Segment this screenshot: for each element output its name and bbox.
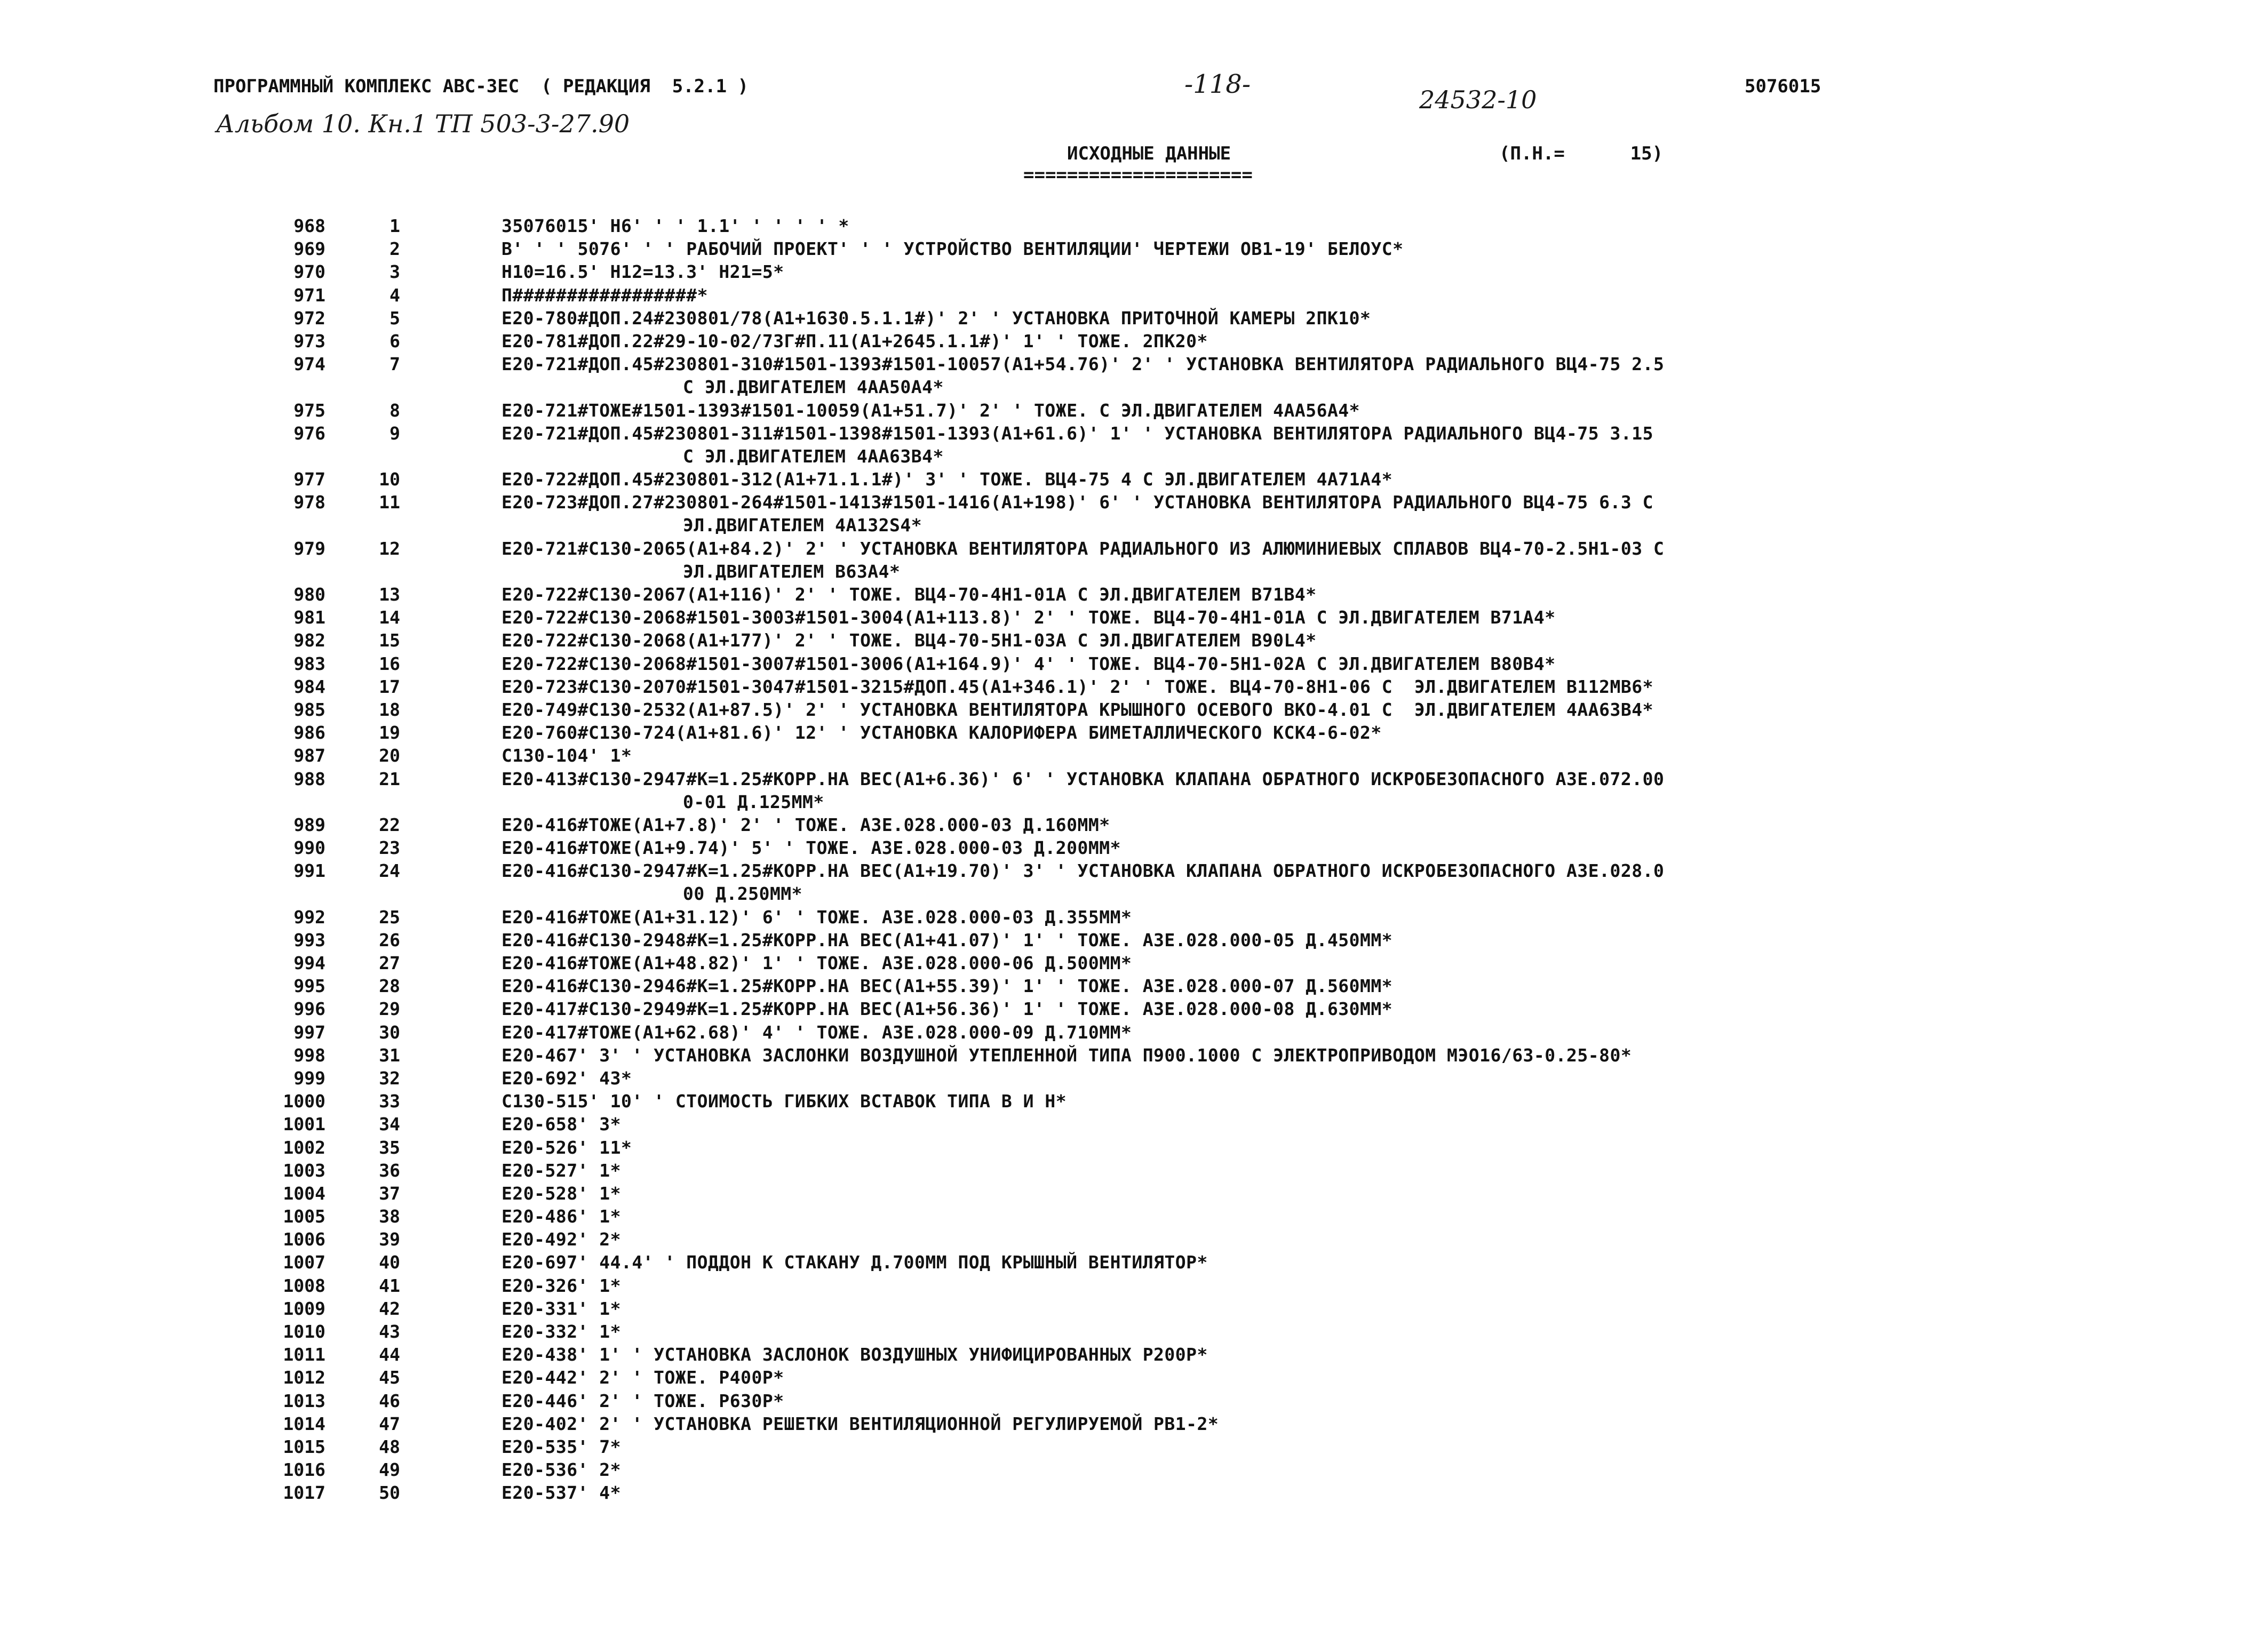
listing-row [0,583,2268,606]
record-text-continuation: 00 Д.250ММ* [683,883,803,905]
record-text: Е20-721#С130-2065(А1+84.2)' 2' ' УСТАНОВКА ВЕНТИЛЯТОРА РАДИАЛЬНОГО ИЗ АЛЮМИНИЕВЫХ СПЛАВОВ ВЦ4-70-2.5Н1-03 С [502,538,1665,559]
record-text: Н10=16.5' Н12=13.3' Н21=5* [502,261,784,283]
line-number: 975 [293,399,325,421]
record-text: Е20-721#ДОП.45#230801-311#1501-1398#1501-1393(А1+61.6)' 1' ' УСТАНОВКА ВЕНТИЛЯТОРА РАДИАЛЬНОГО ВЦ4-75 3.15 [502,422,1653,444]
listing-row [0,952,2268,974]
record-number: 46 [379,1390,400,1411]
listing-row-continuation [0,375,2268,398]
listing-row [0,1320,2268,1343]
record-text: Е20-402' 2' ' УСТАНОВКА РЕШЕТКИ ВЕНТИЛЯЦИОННОЙ РЕГУЛИРУЕМОЙ РВ1-2* [502,1413,1219,1434]
line-number: 989 [293,814,325,835]
line-number: 972 [293,307,325,329]
record-text: Е20-416#ТОЖЕ(А1+31.12)' 6' ' ТОЖЕ. АЗЕ.028.000-03 Д.355ММ* [502,906,1132,928]
line-number: 1006 [283,1229,325,1250]
listing-row [0,1159,2268,1182]
record-text: Е20-416#С130-2948#К=1.25#КОРР.НА ВЕС(А1+41.07)' 1' ' ТОЖЕ. АЗЕ.028.000-05 Д.450ММ* [502,929,1393,950]
record-text: Е20-722#С130-2068#1501-3003#1501-3004(А1+113.8)' 2' ' ТОЖЕ. ВЦ4-70-4Н1-01А С ЭЛ.ДВИГАТЕЛЕМ В71А4* [502,607,1556,628]
record-text: Е20-446' 2' ' ТОЖЕ. Р630Р* [502,1390,784,1411]
record-text: Е20-416#С130-2946#К=1.25#КОРР.НА ВЕС(А1+55.39)' 1' ' ТОЖЕ. АЗЕ.028.000-07 Д.560ММ* [502,976,1393,997]
record-number: 43 [379,1321,400,1342]
listing-row [0,813,2268,836]
line-number: 1012 [283,1367,325,1388]
line-number: 980 [293,584,325,605]
record-number: 23 [379,837,400,859]
record-number: 41 [379,1275,400,1296]
record-text: Е20-535' 7* [502,1436,622,1457]
line-number: 998 [293,1044,325,1066]
record-text: Е20-780#ДОП.24#230801/78(А1+1630.5.1.1#)' 2' ' УСТАНОВКА ПРИТОЧНОЙ КАМЕРЫ 2ПК10* [502,307,1371,329]
line-number: 990 [293,837,325,859]
listing-row [0,675,2268,698]
record-number: 48 [379,1436,400,1457]
record-text: Е20-723#ДОП.27#230801-264#1501-1413#1501-1416(А1+198)' 6' ' УСТАНОВКА ВЕНТИЛЯТОРА РАДИАЛЬНОГО ВЦ4-75 6.3 С [502,492,1653,513]
record-text: С130-515' 10' ' СТОИМОСТЬ ГИБКИХ ВСТАВОК ТИПА В И Н* [502,1091,1067,1112]
listing-row [0,491,2268,514]
record-text: Е20-692' 43* [502,1067,632,1089]
listing-row [0,1481,2268,1504]
record-text: Е20-749#С130-2532(А1+87.5)' 2' ' УСТАНОВКА ВЕНТИЛЯТОРА КРЫШНОГО ОСЕВОГО ВКО-4.01 С ЭЛ.ДВИГАТЕЛЕМ 4АА63В4* [502,699,1653,720]
line-number: 1007 [283,1252,325,1273]
listing-row [0,1343,2268,1366]
record-number: 30 [379,1021,400,1043]
record-number: 19 [379,722,400,744]
line-number: 1003 [283,1160,325,1181]
line-number: 976 [293,422,325,444]
record-number: 39 [379,1229,400,1250]
listing-row [0,237,2268,260]
listing-row [0,1090,2268,1113]
listing-row [0,836,2268,859]
listing-row [0,1435,2268,1458]
line-number: 986 [293,722,325,744]
listing-row [0,1297,2268,1320]
record-number: 20 [379,745,400,766]
listing-row [0,929,2268,952]
listing-row [0,1067,2268,1090]
record-number: 10 [379,469,400,490]
record-number: 33 [379,1091,400,1112]
title-underline: ===================== [1023,164,1253,186]
listing-row-continuation [0,560,2268,583]
record-number: 2 [389,238,400,260]
listing-row [0,1228,2268,1251]
record-text: Е20-527' 1* [502,1160,622,1181]
record-number: 8 [389,399,400,421]
record-text: Е20-416#С130-2947#К=1.25#КОРР.НА ВЕС(А1+19.70)' 3' ' УСТАНОВКА КЛАПАНА ОБРАТНОГО ИСКРОБЕЗОПАСНОГО АЗЕ.028.0 [502,860,1665,882]
line-number: 977 [293,469,325,490]
listing-row [0,1113,2268,1136]
listing-row [0,974,2268,997]
record-text: 35076015' Н6' ' ' 1.1' ' ' ' ' * [502,215,849,236]
record-text: Е20-442' 2' ' ТОЖЕ. Р400Р* [502,1367,784,1388]
listing-row-continuation [0,790,2268,813]
record-text: Е20-722#С130-2068#1501-3007#1501-3006(А1+164.9)' 4' ' ТОЖЕ. ВЦ4-70-5Н1-02А С ЭЛ.ДВИГАТЕЛЕМ В80В4* [502,653,1556,674]
line-number: 992 [293,906,325,928]
record-text: Е20-416#ТОЖЕ(А1+9.74)' 5' ' ТОЖЕ. АЗЕ.028.000-03 Д.200ММ* [502,837,1121,859]
record-text-continuation: С ЭЛ.ДВИГАТЕЛЕМ 4АА50А4* [683,377,944,398]
record-number: 21 [379,768,400,789]
record-text: Е20-326' 1* [502,1275,622,1296]
record-number: 45 [379,1367,400,1388]
record-number: 24 [379,860,400,882]
line-number: 1002 [283,1137,325,1158]
line-number: 994 [293,953,325,973]
line-number: 974 [293,354,325,375]
record-text: Е20-528' 1* [502,1182,622,1204]
line-number: 970 [293,261,325,283]
record-text: Е20-526' 11* [502,1137,632,1158]
line-number: 999 [293,1067,325,1089]
line-number: 1011 [283,1344,325,1365]
listing-row [0,330,2268,353]
record-number: 28 [379,976,400,997]
listing-row [0,307,2268,330]
page-number-field: (П.Н.= 15) [1499,143,1664,164]
record-text-continuation: 0-01 Д.125ММ* [683,791,824,812]
record-number: 31 [379,1044,400,1066]
listing-row [0,652,2268,675]
line-number: 981 [293,607,325,628]
listing-row [0,284,2268,307]
line-number: 979 [293,538,325,559]
record-number: 36 [379,1160,400,1181]
line-number: 971 [293,284,325,306]
listing-row [0,744,2268,767]
record-text: С130-104' 1* [502,745,632,766]
listing-row [0,859,2268,882]
listing-row [0,768,2268,790]
record-text: Е20-413#С130-2947#К=1.25#КОРР.НА ВЕС(А1+6.36)' 6' ' УСТАНОВКА КЛАПАНА ОБРАТНОГО ИСКРОБЕЗОПАСНОГО АЗЕ.072.00 [502,768,1665,789]
record-number: 32 [379,1067,400,1089]
record-text: Е20-331' 1* [502,1298,622,1319]
record-number: 7 [389,354,400,375]
record-number: 15 [379,630,400,651]
line-number: 1015 [283,1436,325,1457]
line-number: 987 [293,745,325,766]
record-text: Е20-438' 1' ' УСТАНОВКА ЗАСЛОНОК ВОЗДУШНЫХ УНИФИЦИРОВАННЫХ Р200Р* [502,1344,1208,1365]
page-title: ИСХОДНЫЕ ДАННЫЕ [1067,143,1231,164]
record-number: 26 [379,929,400,950]
listing-row [0,1182,2268,1205]
listing-row [0,721,2268,744]
listing-row [0,997,2268,1020]
record-number: 3 [389,261,400,283]
listing-row [0,1044,2268,1067]
line-number: 982 [293,630,325,651]
listing-row [0,629,2268,652]
record-number: 40 [379,1252,400,1273]
record-number: 42 [379,1298,400,1319]
listing-row [0,1366,2268,1389]
listing-row [0,1205,2268,1228]
listing-row [0,1136,2268,1159]
record-text: П#################* [502,284,708,306]
line-number: 1001 [283,1114,325,1135]
record-text: Е20-760#С130-724(А1+81.6)' 12' ' УСТАНОВКА КАЛОРИФЕРА БИМЕТАЛЛИЧЕСКОГО КСК4-6-02* [502,722,1382,744]
line-number: 996 [293,998,325,1020]
line-number: 1017 [283,1482,325,1504]
line-number: 1013 [283,1390,325,1411]
record-number: 50 [379,1482,400,1504]
record-text: Е20-723#С130-2070#1501-3047#1501-3215#ДОП.45(А1+346.1)' 2' ' ТОЖЕ. ВЦ4-70-8Н1-06 С ЭЛ.ДВИГАТЕЛЕМ В112МВ6* [502,676,1653,697]
record-text: Е20-722#С130-2068(А1+177)' 2' ' ТОЖЕ. ВЦ4-70-5Н1-03А С ЭЛ.ДВИГАТЕЛЕМ В90L4* [502,630,1317,651]
record-text: Е20-721#ДОП.45#230801-310#1501-1393#1501-10057(А1+54.76)' 2' ' УСТАНОВКА ВЕНТИЛЯТОРА РАДИАЛЬНОГО ВЦ4-75 2.5 [502,354,1665,375]
listing-row [0,214,2268,237]
listing-row [0,1274,2268,1297]
listing-row-continuation [0,882,2268,905]
line-number: 988 [293,768,325,789]
record-text: Е20-417#ТОЖЕ(А1+62.68)' 4' ' ТОЖЕ. АЗЕ.028.000-09 Д.710ММ* [502,1021,1132,1043]
record-number: 11 [379,492,400,513]
record-number: 49 [379,1459,400,1481]
record-number: 14 [379,607,400,628]
record-text: Е20-417#С130-2949#К=1.25#КОРР.НА ВЕС(А1+56.36)' 1' ' ТОЖЕ. АЗЕ.028.000-08 Д.630ММ* [502,998,1393,1020]
record-text-continuation: ЭЛ.ДВИГАТЕЛЕМ 4А132S4* [683,515,922,536]
record-number: 4 [389,284,400,306]
line-number: 978 [293,492,325,513]
record-text: Е20-781#ДОП.22#29-10-02/73Г#П.11(А1+2645.1.1#)' 1' ' ТОЖЕ. 2ПК20* [502,330,1208,351]
line-number: 1010 [283,1321,325,1342]
line-number: 1000 [283,1091,325,1112]
record-text: Е20-697' 44.4' ' ПОДДОН К СТАКАНУ Д.700ММ ПОД КРЫШНЫЙ ВЕНТИЛЯТОР* [502,1252,1208,1273]
line-number: 995 [293,976,325,997]
line-number: 997 [293,1021,325,1043]
record-text: Е20-416#ТОЖЕ(А1+7.8)' 2' ' ТОЖЕ. АЗЕ.028.000-03 Д.160ММ* [502,814,1110,835]
listing-row-continuation [0,445,2268,468]
record-text: Е20-332' 1* [502,1321,622,1342]
record-text: Е20-658' 3* [502,1114,622,1135]
record-number: 17 [379,676,400,697]
record-text: Е20-536' 2* [502,1459,622,1481]
record-number: 35 [379,1137,400,1158]
line-number: 969 [293,238,325,260]
data-listing [0,214,2268,1505]
listing-row [0,260,2268,283]
line-number: 993 [293,929,325,950]
listing-row [0,906,2268,929]
line-number: 1016 [283,1459,325,1481]
record-text: Е20-486' 1* [502,1206,622,1227]
line-number: 1005 [283,1206,325,1227]
record-number: 29 [379,998,400,1020]
record-number: 25 [379,906,400,928]
listing-row [0,353,2268,375]
record-number: 9 [389,422,400,444]
line-number: 1008 [283,1275,325,1296]
listing-row [0,698,2268,721]
line-number: 968 [293,215,325,236]
record-number: 1 [389,215,400,236]
listing-row [0,606,2268,629]
listing-row [0,1412,2268,1435]
record-number: 6 [389,330,400,351]
record-number: 27 [379,953,400,973]
record-number: 34 [379,1114,400,1135]
record-text-continuation: С ЭЛ.ДВИГАТЕЛЕМ 4АА63В4* [683,445,944,467]
record-text: Е20-467' 3' ' УСТАНОВКА ЗАСЛОНКИ ВОЗДУШНОЙ УТЕПЛЕННОЙ ТИПА П900.1000 С ЭЛЕКТРОПРИВОДОМ МЭО16/63-0.25-80* [502,1044,1632,1066]
line-number: 983 [293,653,325,674]
page-mark: -118- [1184,69,1251,99]
line-number: 1014 [283,1413,325,1434]
line-number: 1009 [283,1298,325,1319]
record-number: 44 [379,1344,400,1365]
listing-row [0,1389,2268,1412]
record-number: 18 [379,699,400,720]
line-number: 991 [293,860,325,882]
program-header: ПРОГРАММНЫЙ КОМПЛЕКС АВС-3ЕС ( РЕДАКЦИЯ 5.2.1 ) [213,76,749,97]
record-number: 38 [379,1206,400,1227]
record-number: 47 [379,1413,400,1434]
record-text: Е20-492' 2* [502,1229,622,1250]
record-text: В' ' ' 5076' ' ' РАБОЧИЙ ПРОЕКТ' ' ' УСТРОЙСТВО ВЕНТИЛЯЦИИ' ЧЕРТЕЖИ ОВ1-19' БЕЛОУС* [502,238,1404,260]
line-number: 973 [293,330,325,351]
line-number: 984 [293,676,325,697]
record-text: Е20-721#ТОЖЕ#1501-1393#1501-10059(А1+51.7)' 2' ' ТОЖЕ. С ЭЛ.ДВИГАТЕЛЕМ 4АА56А4* [502,399,1360,421]
record-text: Е20-722#С130-2067(А1+116)' 2' ' ТОЖЕ. ВЦ4-70-4Н1-01А С ЭЛ.ДВИГАТЕЛЕМ В71В4* [502,584,1317,605]
listing-row [0,468,2268,491]
record-number: 22 [379,814,400,835]
record-number: 37 [379,1182,400,1204]
record-text-continuation: ЭЛ.ДВИГАТЕЛЕМ В63А4* [683,561,901,582]
record-number: 16 [379,653,400,674]
listing-row [0,399,2268,422]
record-text: Е20-537' 4* [502,1482,622,1504]
listing-row [0,1251,2268,1274]
record-number: 12 [379,538,400,559]
listing-row [0,422,2268,445]
handwritten-number: 24532-10 [1419,85,1537,114]
listing-row-continuation [0,514,2268,537]
line-number: 1004 [283,1182,325,1204]
line-number: 985 [293,699,325,720]
listing-row [0,1458,2268,1481]
listing-row [0,1021,2268,1044]
record-number: 13 [379,584,400,605]
listing-row [0,537,2268,560]
handwritten-album-note: Альбом 10. Кн.1 ТП 503-3-27.90 [216,109,630,138]
record-number: 5 [389,307,400,329]
document-code: 5076015 [1745,76,1821,97]
record-text: Е20-416#ТОЖЕ(А1+48.82)' 1' ' ТОЖЕ. АЗЕ.028.000-06 Д.500ММ* [502,953,1132,973]
record-text: Е20-722#ДОП.45#230801-312(А1+71.1.1#)' 3' ' ТОЖЕ. ВЦ4-75 4 С ЭЛ.ДВИГАТЕЛЕМ 4А71А4* [502,469,1393,490]
